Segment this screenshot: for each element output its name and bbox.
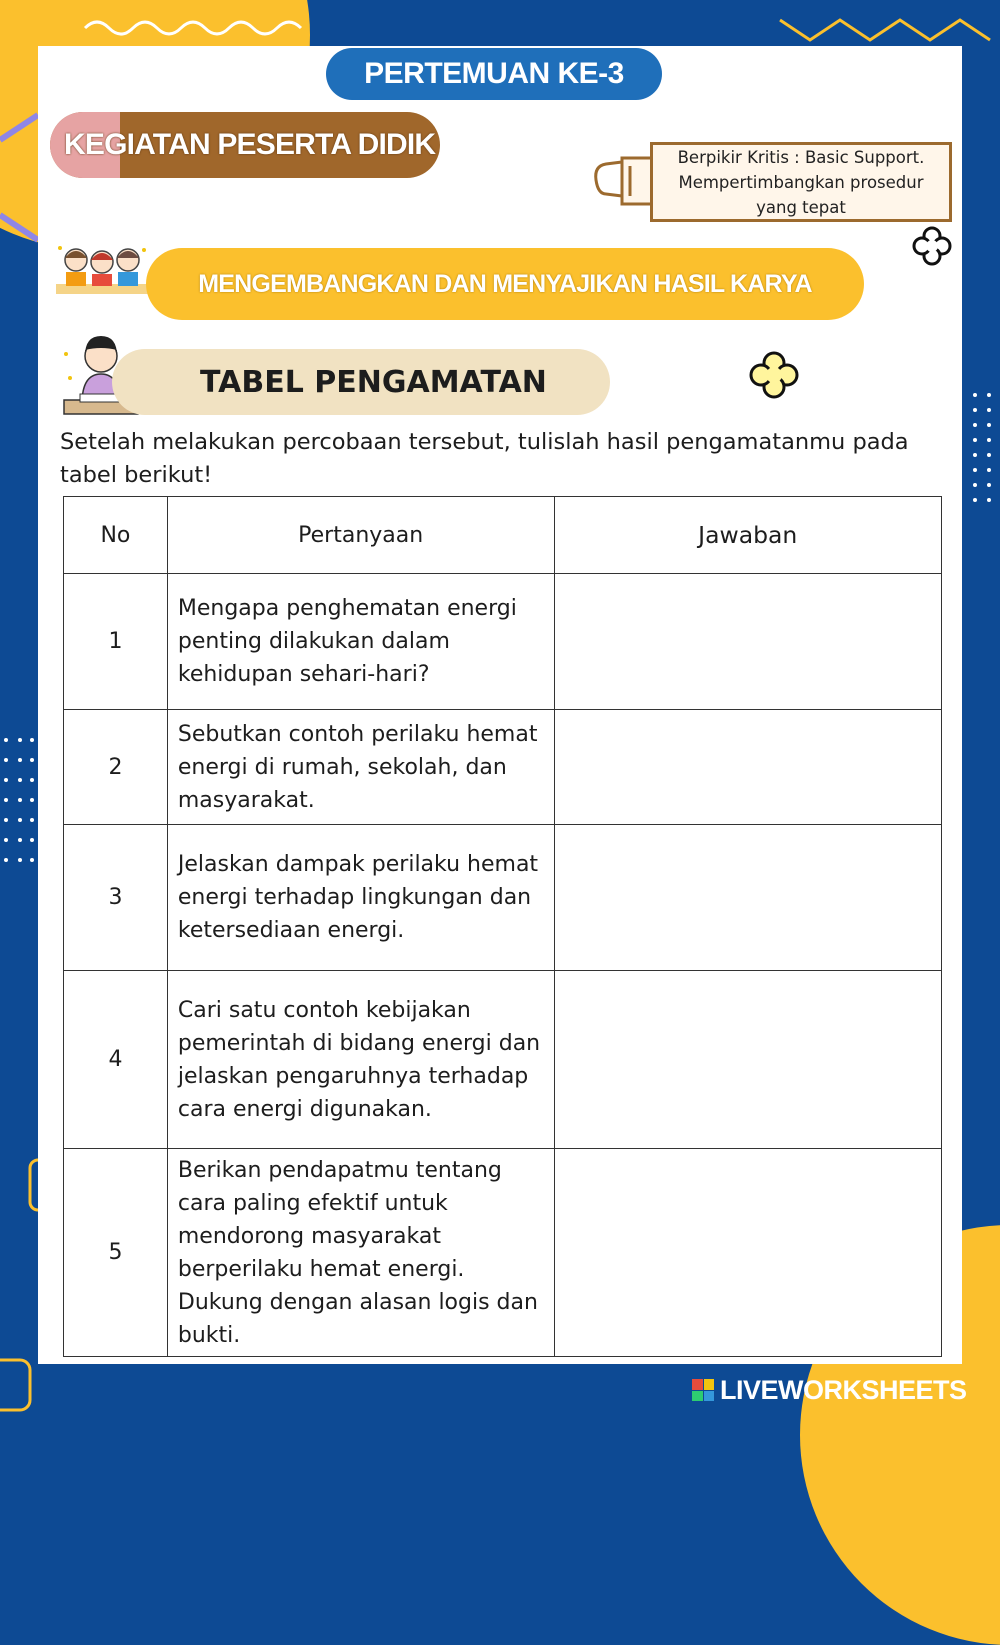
meeting-title: PERTEMUAN KE-3 bbox=[326, 48, 662, 100]
answer-cell[interactable] bbox=[554, 1149, 942, 1357]
column-header-question: Pertanyaan bbox=[167, 497, 554, 574]
answer-cell[interactable] bbox=[554, 710, 942, 825]
observation-table bbox=[63, 496, 942, 1357]
table-row bbox=[64, 971, 942, 1149]
column-header-answer: Jawaban bbox=[554, 497, 942, 574]
row-question: Cari satu contoh kebijakan pemerintah di bidang energi dan jelaskan pengaruhnya terhadap cara energi digunakan. bbox=[167, 971, 554, 1149]
row-question: Berikan pendapatmu tentang cara paling efektif untuk mendorong masyarakat berperilaku hemat energi. Dukung dengan alasan logis dan bukti. bbox=[167, 1149, 554, 1357]
row-question: Mengapa penghematan energi penting dilakukan dalam kehidupan sehari-hari? bbox=[167, 574, 554, 710]
note-line-1: Berpikir Kritis : Basic Support. bbox=[677, 147, 925, 167]
row-number: 5 bbox=[64, 1149, 168, 1357]
column-header-no: No bbox=[64, 497, 168, 574]
brand-name: LIVEWORKSHEETS bbox=[720, 1374, 967, 1405]
answer-cell[interactable] bbox=[554, 574, 942, 710]
flower-icon bbox=[912, 226, 952, 266]
flower-icon-yellow bbox=[748, 350, 800, 400]
note-line-3: yang tepat bbox=[756, 197, 846, 217]
activity-label: KEGIATAN PESERTA DIDIK bbox=[64, 128, 436, 161]
critical-thinking-note bbox=[650, 142, 952, 222]
binder-clip-icon bbox=[592, 150, 652, 210]
row-number: 3 bbox=[64, 825, 168, 971]
table-row bbox=[64, 825, 942, 971]
instruction-text: Setelah melakukan percobaan tersebut, tulislah hasil pengamatanmu pada tabel berikut! bbox=[60, 429, 909, 488]
row-question: Jelaskan dampak perilaku hemat energi terhadap lingkungan dan ketersediaan energi. bbox=[167, 825, 554, 971]
table-header-row bbox=[64, 497, 942, 574]
section-title: MENGEMBANGKAN DAN MENYAJIKAN HASIL KARYA bbox=[146, 248, 864, 320]
answer-cell[interactable] bbox=[554, 971, 942, 1149]
answer-cell[interactable] bbox=[554, 825, 942, 971]
table-row bbox=[64, 574, 942, 710]
note-line-2: Mempertimbangkan prosedur bbox=[678, 172, 924, 192]
row-number: 2 bbox=[64, 710, 168, 825]
table-title: TABEL PENGAMATAN bbox=[112, 349, 610, 415]
liveworksheets-logo bbox=[692, 1372, 992, 1408]
table-row bbox=[64, 710, 942, 825]
activity-banner bbox=[50, 112, 440, 178]
row-number: 4 bbox=[64, 971, 168, 1149]
students-group-illustration bbox=[52, 240, 152, 310]
table-row bbox=[64, 1149, 942, 1357]
row-number: 1 bbox=[64, 574, 168, 710]
logo-squares-icon bbox=[692, 1379, 714, 1401]
row-question: Sebutkan contoh perilaku hemat energi di rumah, sekolah, dan masyarakat. bbox=[167, 710, 554, 825]
